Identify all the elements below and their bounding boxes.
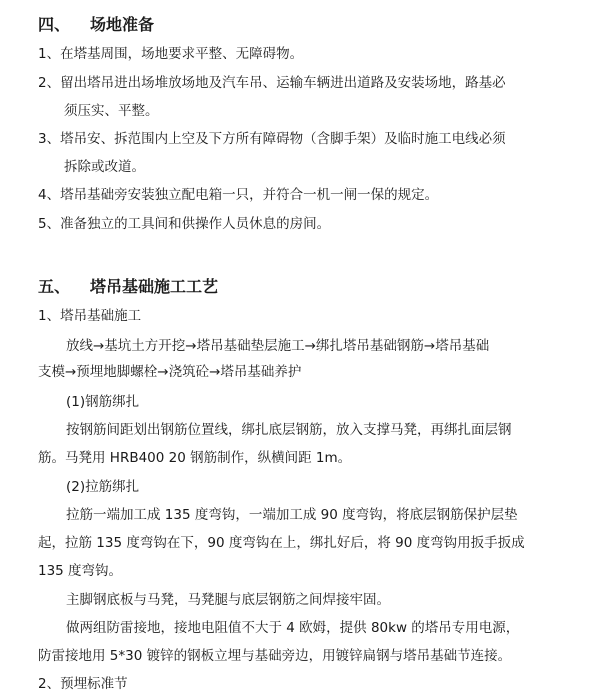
paragraph-line: 防雷接地用 5*30 镀锌的钢板立埋与基础旁边，用镀锌扁钢与塔吊基础节连接。 [38,648,512,664]
paragraph-line: 2、留出塔吊进出场堆放场地及汽车吊、运输车辆进出道路及安装场地，路基必 [38,75,506,91]
paragraph-line: 筋。马凳用 HRB400 20 钢筋制作，纵横间距 1m。 [38,450,352,466]
section-5-heading [38,274,218,297]
paragraph-line: (2)拉筋绑扎 [66,479,140,495]
paragraph-line: 拆除或改道。 [64,159,145,175]
paragraph-line: 1、在塔基周围，场地要求平整、无障碍物。 [38,46,304,62]
section-5-title: 塔吊基础施工工艺 [90,277,219,296]
paragraph-line: 5、准备独立的工具间和供操作人员休息的房间。 [38,216,331,232]
section-5-number: 五、 [38,277,71,296]
paragraph-line: 主脚钢底板与马凳，马凳腿与底层钢筋之间焊接牢固。 [66,592,390,608]
paragraph-line: 1、塔吊基础施工 [38,308,142,324]
paragraph-line: 135 度弯钩。 [38,563,123,579]
section-4-title: 场地准备 [90,15,155,34]
paragraph-line: 3、塔吊安、拆范围内上空及下方所有障碍物（含脚手架）及临时施工电线必须 [38,131,506,147]
paragraph-line: 支模→预埋地脚螺栓→浇筑砼→塔吊基础养护 [38,364,302,380]
section-4-heading [38,12,154,35]
paragraph-line: 须压实、平整。 [64,103,159,119]
section-4-number: 四、 [38,15,71,34]
paragraph-line: 2、预埋标准节 [38,676,128,692]
paragraph-line: (1)钢筋绑扎 [66,394,140,410]
paragraph-line: 做两组防雷接地，接地电阻值不大于 4 欧姆，提供 80kw 的塔吊专用电源， [66,620,520,636]
paragraph-line: 按钢筋间距划出钢筋位置线，绑扎底层钢筋，放入支撑马凳，再绑扎面层钢 [66,422,512,438]
paragraph-line: 拉筋一端加工成 135 度弯钩，一端加工成 90 度弯钩，将底层钢筋保护层垫 [66,507,518,523]
paragraph-line: 起，拉筋 135 度弯钩在下，90 度弯钩在上，绑扎好后，将 90 度弯钩用扳手扳成 [38,535,525,551]
paragraph-line: 放线→基坑土方开挖→塔吊基础垫层施工→绑扎塔吊基础钢筋→塔吊基础 [66,338,490,354]
paragraph-line: 4、塔吊基础旁安装独立配电箱一只，并符合一机一闸一保的规定。 [38,187,439,203]
